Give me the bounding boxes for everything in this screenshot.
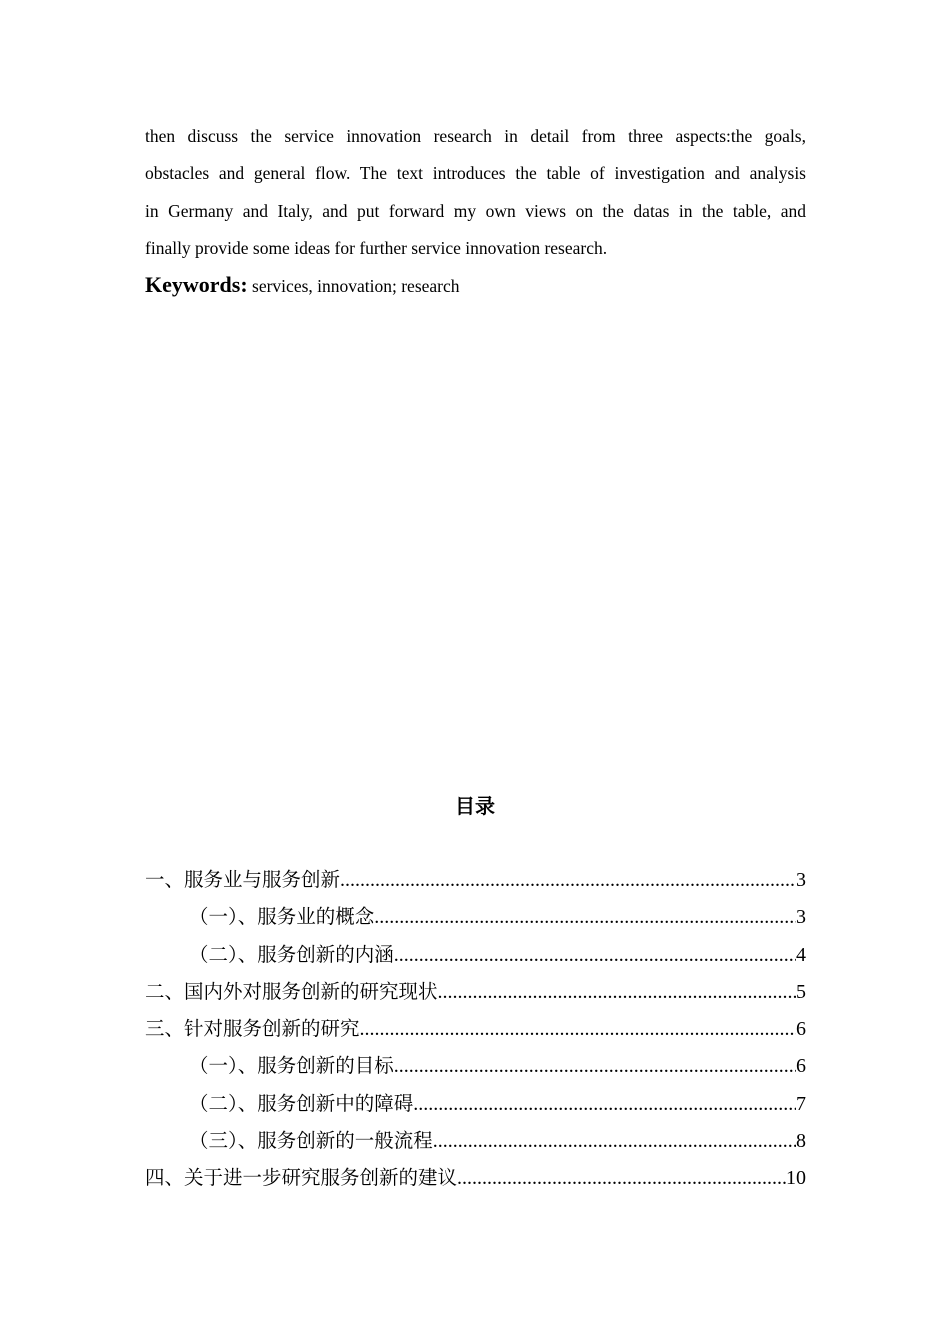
toc-title: 目录	[455, 794, 495, 818]
toc-leader-dots	[413, 1086, 796, 1122]
toc-leader-dots	[438, 974, 796, 1010]
keywords-label: Keywords:	[145, 272, 248, 297]
abstract-line: then discuss the service innovation research in detail from three aspects:the goals,	[145, 126, 806, 146]
toc-entry[interactable]	[145, 861, 806, 898]
toc-entry-label: （一）、服务创新的目标	[189, 1054, 394, 1078]
toc-entry[interactable]	[145, 1047, 806, 1084]
toc-entry-page: 4	[796, 943, 806, 966]
toc-leader-dots	[394, 1048, 796, 1084]
toc-entry-label: （三）、服务创新的一般流程	[189, 1129, 433, 1153]
toc-entry-label: （二）、服务创新的内涵	[189, 942, 394, 966]
toc-leader-dots	[394, 937, 796, 973]
toc-entry[interactable]	[145, 936, 806, 973]
table-of-contents	[145, 861, 806, 1197]
toc-entry[interactable]	[145, 898, 806, 935]
abstract-line: finally provide some ideas for further service innovation research.	[145, 237, 608, 258]
toc-entry-label: （二）、服务创新中的障碍	[189, 1091, 414, 1115]
toc-entry-label: （一）、服务业的概念	[189, 905, 375, 929]
keywords-value: services, innovation; research	[252, 276, 460, 296]
toc-leader-dots	[360, 1011, 796, 1047]
toc-entry-page: 5	[796, 980, 806, 1003]
toc-entry[interactable]	[145, 1159, 806, 1196]
toc-entry-page: 3	[796, 869, 806, 891]
abstract-line: in Germany and Italy, and put forward my own views on the datas in the table, and	[145, 200, 806, 221]
toc-leader-dots	[374, 899, 796, 935]
toc-entry-label: 一、服务业与服务创新	[145, 868, 341, 891]
abstract-body	[145, 118, 806, 267]
toc-entry-page: 6	[796, 1018, 806, 1041]
toc-entry[interactable]	[145, 1010, 806, 1047]
keywords-line	[145, 268, 460, 303]
abstract-line: obstacles and general flow. The text introduces the table of investigation and analysis	[145, 163, 806, 184]
toc-entry-label: 四、关于进一步研究服务创新的建议	[145, 1166, 458, 1190]
toc-entry-label: 三、针对服务创新的研究	[145, 1017, 360, 1041]
toc-entry-page: 3	[796, 906, 806, 929]
toc-leader-dots	[340, 862, 796, 898]
toc-entry[interactable]	[145, 1085, 806, 1122]
toc-entry-label: 二、国内外对服务创新的研究现状	[145, 979, 438, 1003]
toc-entry-page: 6	[796, 1055, 806, 1078]
toc-entry-page: 8	[796, 1130, 806, 1153]
toc-entry-page: 10	[786, 1167, 806, 1190]
toc-entry-page: 7	[796, 1092, 806, 1115]
toc-entry[interactable]	[145, 973, 806, 1010]
toc-leader-dots	[433, 1123, 796, 1159]
toc-entry[interactable]	[145, 1122, 806, 1159]
toc-leader-dots	[457, 1160, 786, 1196]
